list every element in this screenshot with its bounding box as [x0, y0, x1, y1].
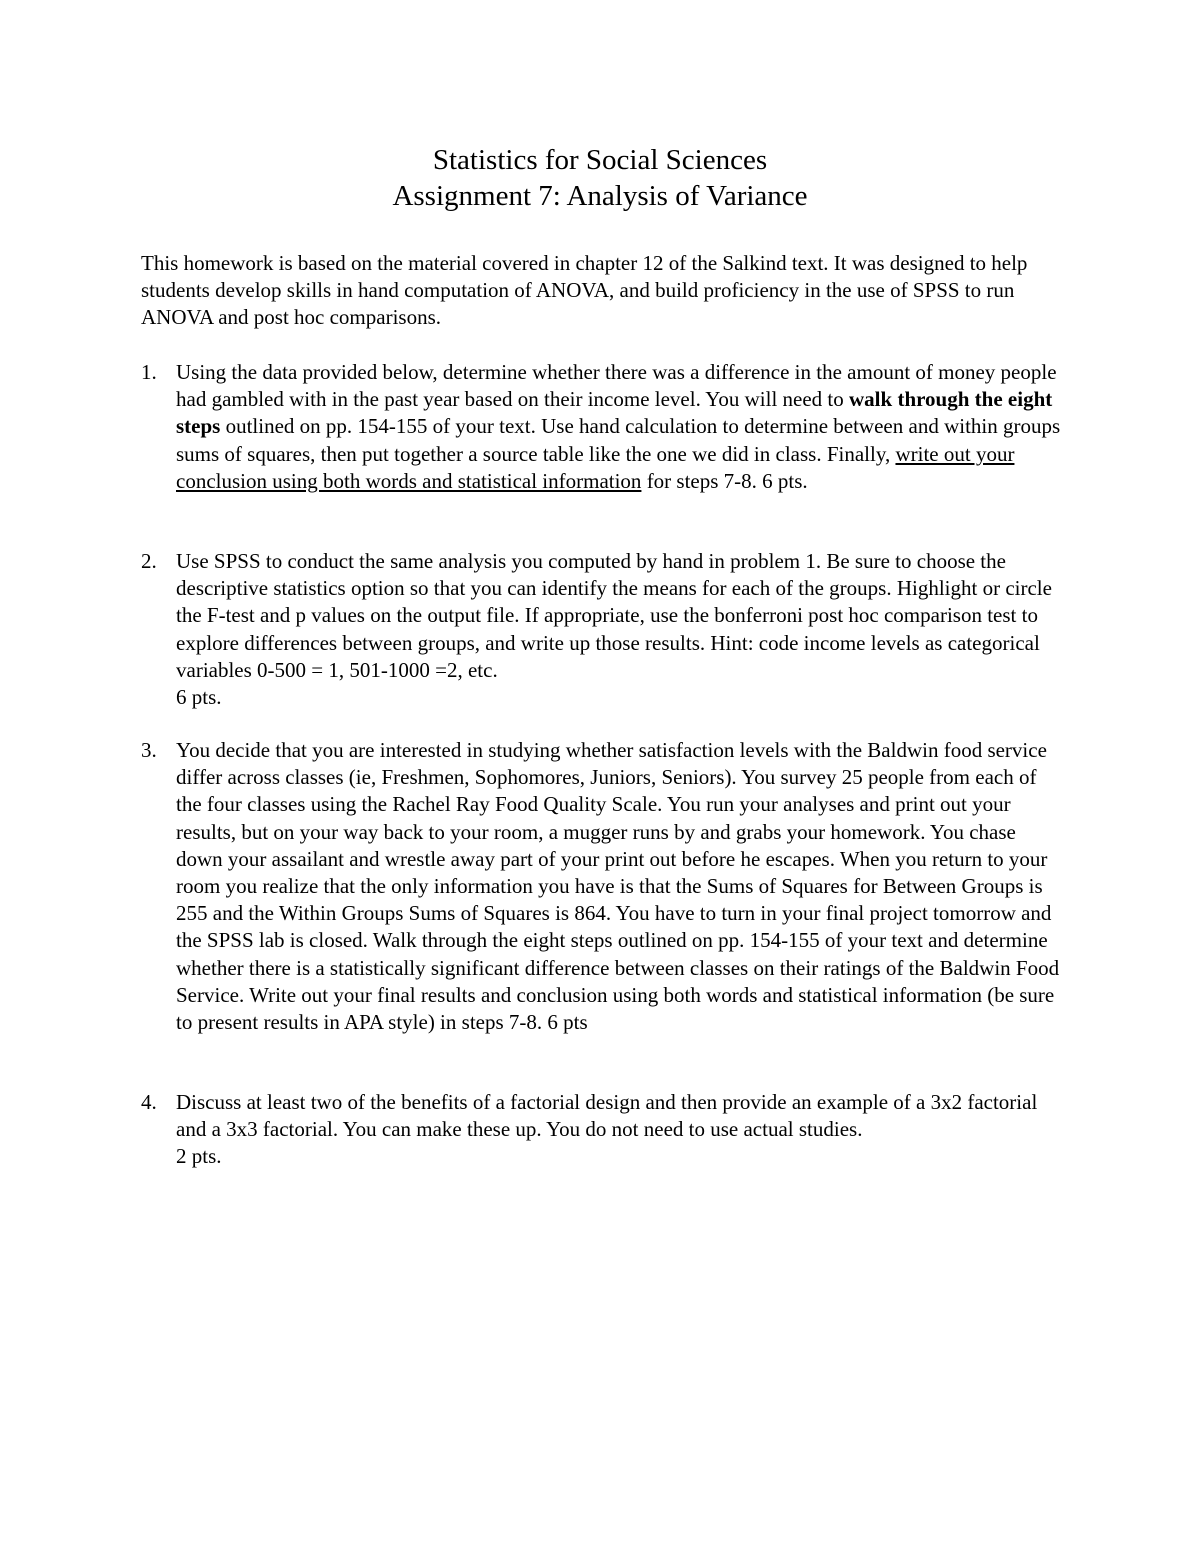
question-number: 1.	[141, 360, 157, 384]
question-emphasis: walk through the eight steps	[176, 387, 1053, 439]
question-text: for steps 7-8. 6 pts.	[641, 468, 808, 493]
question-number: 4.	[141, 1090, 157, 1114]
question-number: 3.	[141, 738, 157, 762]
document-title: Statistics for Social Sciences	[432, 144, 768, 176]
intro-paragraph: This homework is based on the material covered in chapter 12 of the Salkind text. It was designed to help students develop skills in hand computation of ANOVA, and build proficiency in the use of SPSS to run ANOVA and post hoc comparisons.	[141, 251, 1028, 330]
question-1	[141, 359, 1061, 495]
question-text: outlined on pp. 154-155 of your text. Use hand calculation to determine between and within groups sums of squares, then put together a source table like the one we did in class. Finally,	[176, 414, 1061, 466]
question-3	[141, 737, 1061, 1036]
question-body	[176, 359, 1061, 495]
question-body	[176, 548, 1061, 711]
question-2	[141, 548, 1061, 711]
question-underlined-text: write out your conclusion using both words and statistical information	[176, 441, 1015, 493]
document-subtitle: Assignment 7: Analysis of Variance	[392, 180, 808, 212]
question-text: Use SPSS to conduct the same analysis you computed by hand in problem 1. Be sure to choose the descriptive statistics option so that you can identify the means for each of the groups. Highlight or circle the F-test and p values on the output file. If appropriate, use the bonferroni post hoc comparison test to explore differences between groups, and write up those results. Hint: code income levels as categorical variables 0-500 = 1, 501-1000 =2, etc.	[176, 549, 1052, 682]
question-points: 6 pts.	[176, 685, 222, 710]
question-body	[176, 737, 1061, 1036]
question-text: Discuss at least two of the benefits of a factorial design and then provide an example of a 3x2 factorial and a 3x3 factorial. You can make these up. You do not need to use actual studies.	[176, 1090, 1038, 1142]
question-4	[141, 1089, 1061, 1171]
title-block	[0, 142, 1200, 214]
question-number: 2.	[141, 549, 157, 573]
question-text: Using the data provided below, determine whether there was a difference in the amount of money people had gambled with in the past year based on their income level. You will need to	[176, 360, 1057, 412]
question-body	[176, 1089, 1061, 1171]
question-text: You decide that you are interested in studying whether satisfaction levels with the Baldwin food service differ across classes (ie, Freshmen, Sophomores, Juniors, Seniors). You survey 25 people from each of the four classes using the Rachel Ray Food Quality Scale. You run your analyses and print out your results, but on your way back to your room, a mugger runs by and grabs your homework. You chase down your assailant and wrestle away part of your print out before he escapes. When you return to your room you realize that the only information you have is that the Sums of Squares for Between Groups is 255 and the Within Groups Sums of Squares is 864. You have to turn in your final project tomorrow and the SPSS lab is closed. Walk through the eight steps outlined on pp. 154-155 of your text and determine whether there is a statistically significant difference between classes on their ratings of the Baldwin Food Service. Write out your final results and conclusion using both words and statistical information (be sure to present results in APA style) in steps 7-8. 6 pts	[176, 738, 1060, 1035]
question-points: 2 pts.	[176, 1144, 222, 1169]
